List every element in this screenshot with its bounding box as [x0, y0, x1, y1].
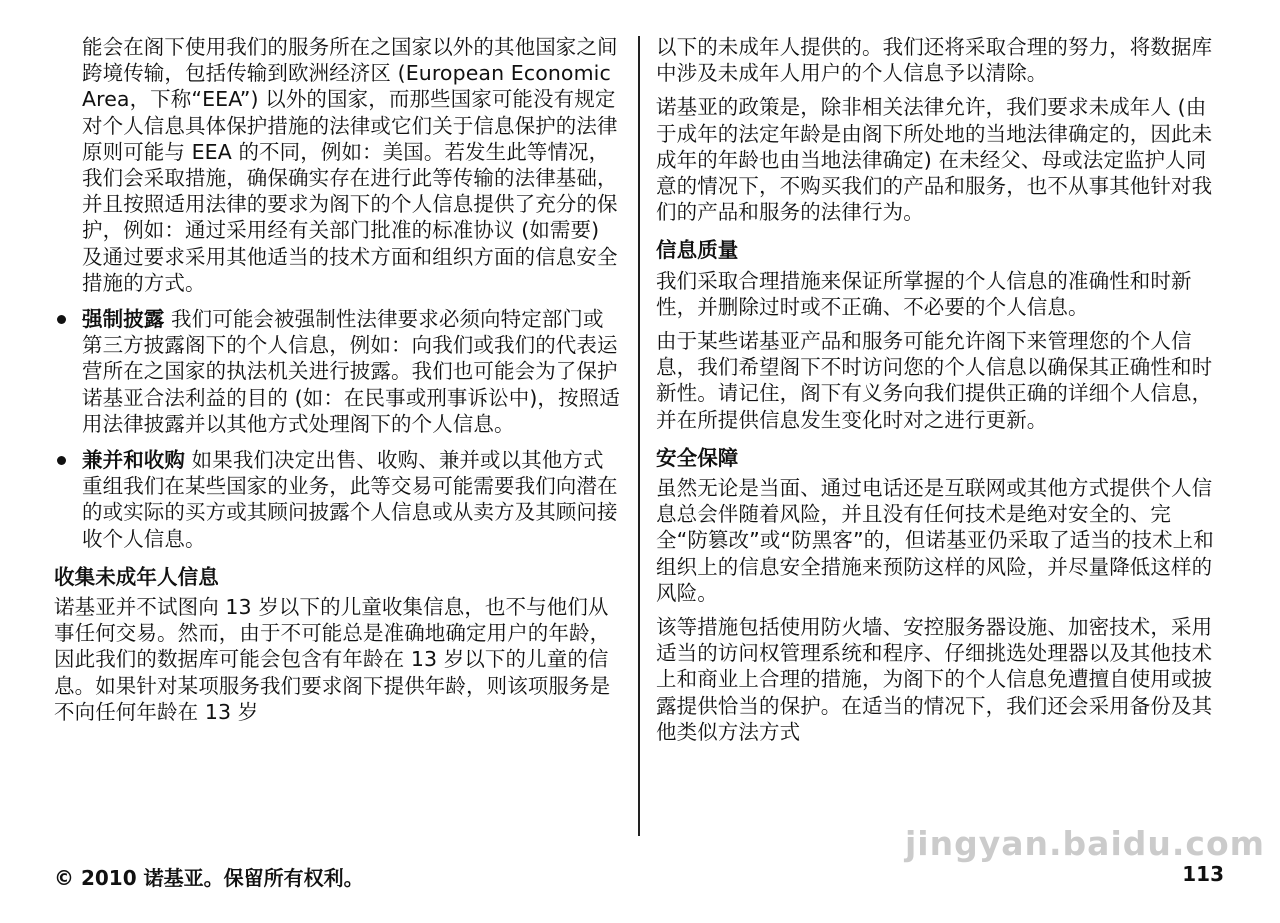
security-heading: 安全保障 — [656, 445, 739, 470]
security-paragraph-2: 该等措施包括使用防火墙、安控服务器设施、加密技术，采用适当的访问权管理系统和程序、仔细挑选处理器以及其他技术上和商业上合理的措施，为阁下的个人信息免遭擅自使用或披露提供恰当的保护。在适当的情况下，我们还会采用备份及其他类似方法方式 — [656, 615, 1213, 744]
watermark: jingyan.baidu.com — [905, 824, 1266, 863]
list-item-compulsory-disclosure — [54, 306, 620, 437]
minors-heading: 收集未成年人信息 — [54, 564, 219, 589]
bullet-text: 我们可能会被强制性法律要求必须向特定部门或第三方披露阁下的个人信息，例如：向我们或我们的代表运营所在之国家的执法机关进行披露。我们也可能会为了保护诺基亚合法利益的目的 (如：在民事或刑事诉讼中)，按照适用法律披露并以其他方式处理阁下的个人信息。 — [82, 307, 620, 436]
bullet-term: 兼并和收购 — [82, 448, 185, 473]
right-column — [656, 34, 1222, 745]
page-footer — [54, 862, 1224, 892]
minors-continuation-paragraph: 以下的未成年人提供的。我们还将采取合理的努力，将数据库中涉及未成年人用户的个人信息予以清除。 — [656, 35, 1213, 86]
copyright-notice: © 2010 诺基亚。保留所有权利。 — [54, 866, 364, 890]
cross-border-transfer-paragraph: 能会在阁下使用我们的服务所在之国家以外的其他国家之间跨境传输，包括传输到欧洲经济区 (European Economic Area，下称“EEA”) 以外的国家，而那些国家可能没有规定对个人信息具体保护措施的法律或它们关于信息保护的法律原则可能与 EEA 的不同，例如：美国。若发生此等情况，我们会采取措施，确保确实存在进行此等传输的法律基础，并且按照适用法律的要求为阁下的个人信息提供了充分的保护，例如：通过采用经有关部门批准的标准协议 (如需要) 及通过要求采用其他适当的技术方面和组织方面的信息安全措施的方式。 — [82, 35, 618, 295]
bullet-text: 如果我们决定出售、收购、兼并或以其他方式重组我们在某些国家的业务，此等交易可能需要我们向潜在的或实际的买方或其顾问披露个人信息或从卖方及其顾问接收个人信息。 — [82, 448, 618, 551]
page-number: 113 — [1182, 862, 1224, 886]
bullet-term: 强制披露 — [82, 307, 165, 332]
left-column — [54, 34, 620, 725]
list-item-mergers-acquisitions — [54, 447, 620, 552]
security-paragraph-1: 虽然无论是当面、通过电话还是互联网或其他方式提供个人信息总会伴随着风险，并且没有任何技术是绝对安全的、完全“防篡改”或“防黑客”的，但诺基亚仍采取了适当的技术上和组织上的信息安全措施来预防这样的风险，并尽量降低这样的风险。 — [656, 476, 1214, 605]
minors-paragraph: 诺基亚并不试图向 13 岁以下的儿童收集信息，也不与他们从事任何交易。然而，由于不可能总是准确地确定用户的年龄，因此我们的数据库可能会包含有年龄在 13 岁以下的儿童的信息。如果针对某项服务我们要求阁下提供年龄，则该项服务是不向任何年龄在 13 岁 — [54, 595, 611, 724]
quality-paragraph-2: 由于某些诺基亚产品和服务可能允许阁下来管理您的个人信息，我们希望阁下不时访问您的个人信息以确保其正确性和时新性。请记住，阁下有义务向我们提供正确的详细个人信息，并在所提供信息发生变化时对之进行更新。 — [656, 329, 1213, 432]
quality-paragraph-1: 我们采取合理措施来保证所掌握的个人信息的准确性和时新性，并删除过时或不正确、不必要的个人信息。 — [656, 268, 1192, 319]
bullet-icon — [57, 315, 66, 324]
bullet-icon — [57, 456, 66, 465]
column-divider — [638, 36, 640, 836]
minors-policy-paragraph: 诺基亚的政策是，除非相关法律允许，我们要求未成年人 (由于成年的法定年龄是由阁下所处地的当地法律确定的，因此未成年的年龄也由当地法律确定) 在未经父、母或法定监护人同意的情况下，不购买我们的产品和服务，也不从事其他针对我们的产品和服务的法律行为。 — [656, 95, 1213, 225]
quality-heading: 信息质量 — [656, 238, 739, 263]
